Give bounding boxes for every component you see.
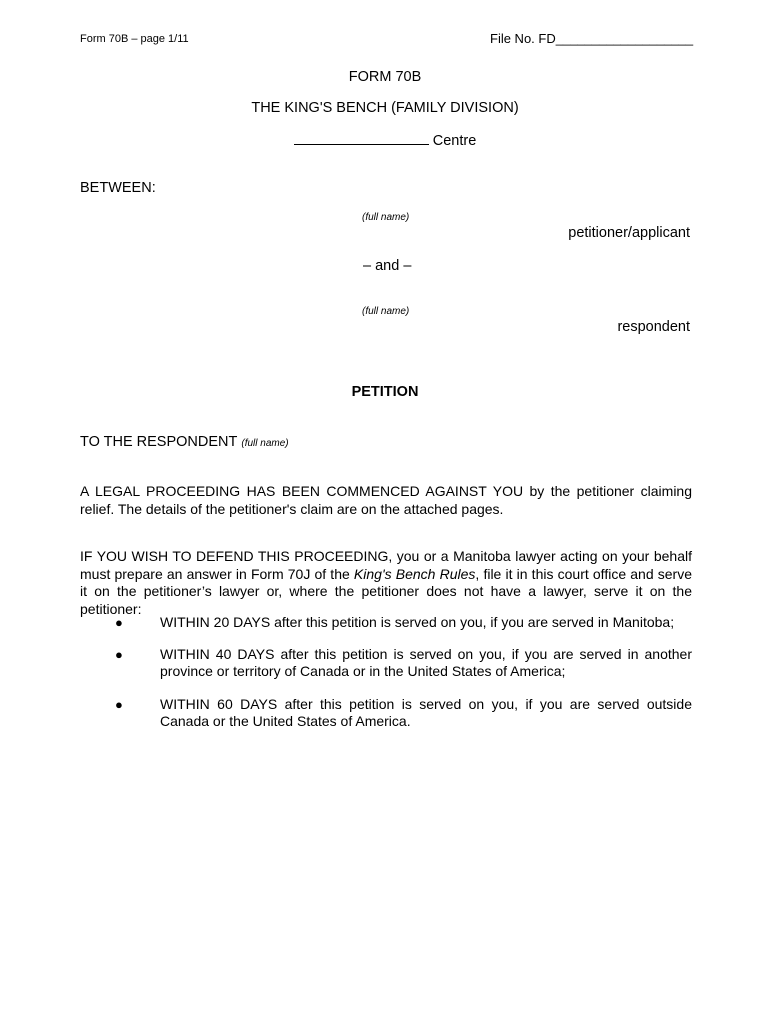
bullet-icon: ● bbox=[115, 646, 123, 662]
to-respondent-hint: (full name) bbox=[241, 438, 289, 449]
centre-blank-line bbox=[294, 130, 429, 145]
between-label: BETWEEN: bbox=[80, 180, 156, 196]
defend-text-2: , file it in this court office and serve it on the petitioner’s lawyer or, where the petitioner does not have a lawyer, serve it on the petitioner: bbox=[80, 565, 692, 617]
petition-heading: PETITION bbox=[351, 384, 419, 400]
to-respondent-line bbox=[80, 434, 289, 450]
bullet-icon: ● bbox=[115, 615, 123, 630]
deadline-list bbox=[80, 614, 692, 745]
list-item bbox=[80, 614, 692, 632]
and-separator: – and – bbox=[363, 258, 412, 274]
respondent-role: respondent bbox=[617, 319, 690, 335]
petitioner-name-hint: (full name) bbox=[362, 212, 410, 223]
court-title: THE KING'S BENCH (FAMILY DIVISION) bbox=[251, 100, 519, 116]
respondent-name-hint: (full name) bbox=[362, 306, 410, 317]
centre-line bbox=[0, 130, 770, 149]
list-item-text: WITHIN 60 DAYS after this petition is served on you, if you are served outside Canada or the United States of America. bbox=[160, 695, 692, 729]
defend-text-1: IF YOU WISH TO DEFEND THIS PROCEEDING, you or a Manitoba lawyer acting on your behalf must prepare an answer in Form 70J of the bbox=[80, 548, 692, 582]
form-title: FORM 70B bbox=[348, 69, 422, 85]
list-item bbox=[80, 696, 692, 731]
centre-label: Centre bbox=[432, 133, 477, 149]
page-label: Form 70B – page 1/11 bbox=[80, 33, 189, 45]
list-item-text: WITHIN 20 DAYS after this petition is served on you, if you are served in Manitoba; bbox=[160, 614, 675, 630]
file-number: File No. FD___________________ bbox=[490, 31, 694, 46]
to-respondent-label: TO THE RESPONDENT bbox=[80, 434, 238, 450]
defend-paragraph bbox=[80, 548, 692, 618]
bullet-icon: ● bbox=[115, 696, 123, 712]
petitioner-role: petitioner/applicant bbox=[568, 225, 690, 241]
proceeding-paragraph: A LEGAL PROCEEDING HAS BEEN COMMENCED AGAINST YOU by the petitioner claiming relief. The details of the petitioner's claim are on the attached pages. bbox=[80, 483, 692, 517]
rules-reference: King's Bench Rules bbox=[353, 565, 476, 582]
list-item bbox=[80, 646, 692, 681]
list-item-text: WITHIN 40 DAYS after this petition is served on you, if you are served in another province or territory of Canada or in the United States of America; bbox=[160, 645, 692, 679]
